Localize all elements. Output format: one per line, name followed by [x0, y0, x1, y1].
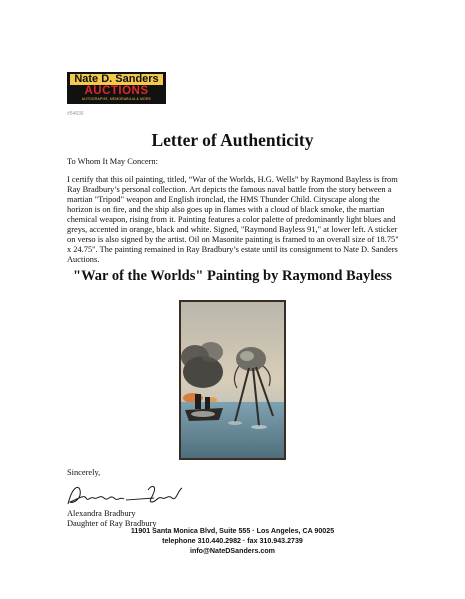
closing: Sincerely,	[67, 468, 101, 477]
logo-main-text: AUCTIONS	[84, 85, 149, 97]
salutation: To Whom It May Concern:	[67, 157, 158, 166]
certification-body: I certify that this oil painting, titled, “War of the Worlds, H.G. Wells” by Raymond Bayless is from Ray Bradbury’s personal collection. Art depicts the famous naval battle from the story between a martian "Tripod" weapon and English ironclad, the HMS Thunder Child. Cityscape along the horizon is on fire, and the ship also goes up in flames with a cloud of black smoke, the martian chemical weapon, rising from it. Painting features a color palette of predominantly light blues and greys, accented in orange, black and white. Signed, "Raymond Bayless 91," at lower left. A sticker on verso is also signed by the artist. Oil on Masonite painting is framed to an overall size of 18.75" x 24.75". The painting remained in Ray Bradbury’s estate until its consignment to Nate D. Sanders Auctions.	[67, 175, 399, 264]
handwritten-signature	[64, 480, 188, 510]
footer-address: 11901 Santa Monica Blvd, Suite 555 · Los Angeles, CA 90025	[130, 527, 335, 535]
signer-role: Daughter of Ray Bradbury	[67, 519, 157, 528]
auction-house-logo	[67, 72, 166, 104]
footer-phone: telephone 310.440.2982 · fax 310.943.2739	[162, 537, 303, 545]
item-title: "War of the Worlds" Painting by Raymond Bayless	[73, 268, 392, 284]
reference-code: #54636	[67, 111, 84, 117]
signer-name: Alexandra Bradbury	[67, 509, 136, 518]
logo-name-text: Nate D. Sanders	[70, 74, 162, 85]
logo-tagline: AUTOGRAPHS, MEMORABILIA & MORE	[81, 97, 152, 101]
painting-image	[181, 302, 284, 458]
footer-email: info@NateDSanders.com	[190, 547, 275, 555]
letter-title: Letter of Authenticity	[151, 130, 314, 150]
painting-photo	[179, 300, 286, 460]
